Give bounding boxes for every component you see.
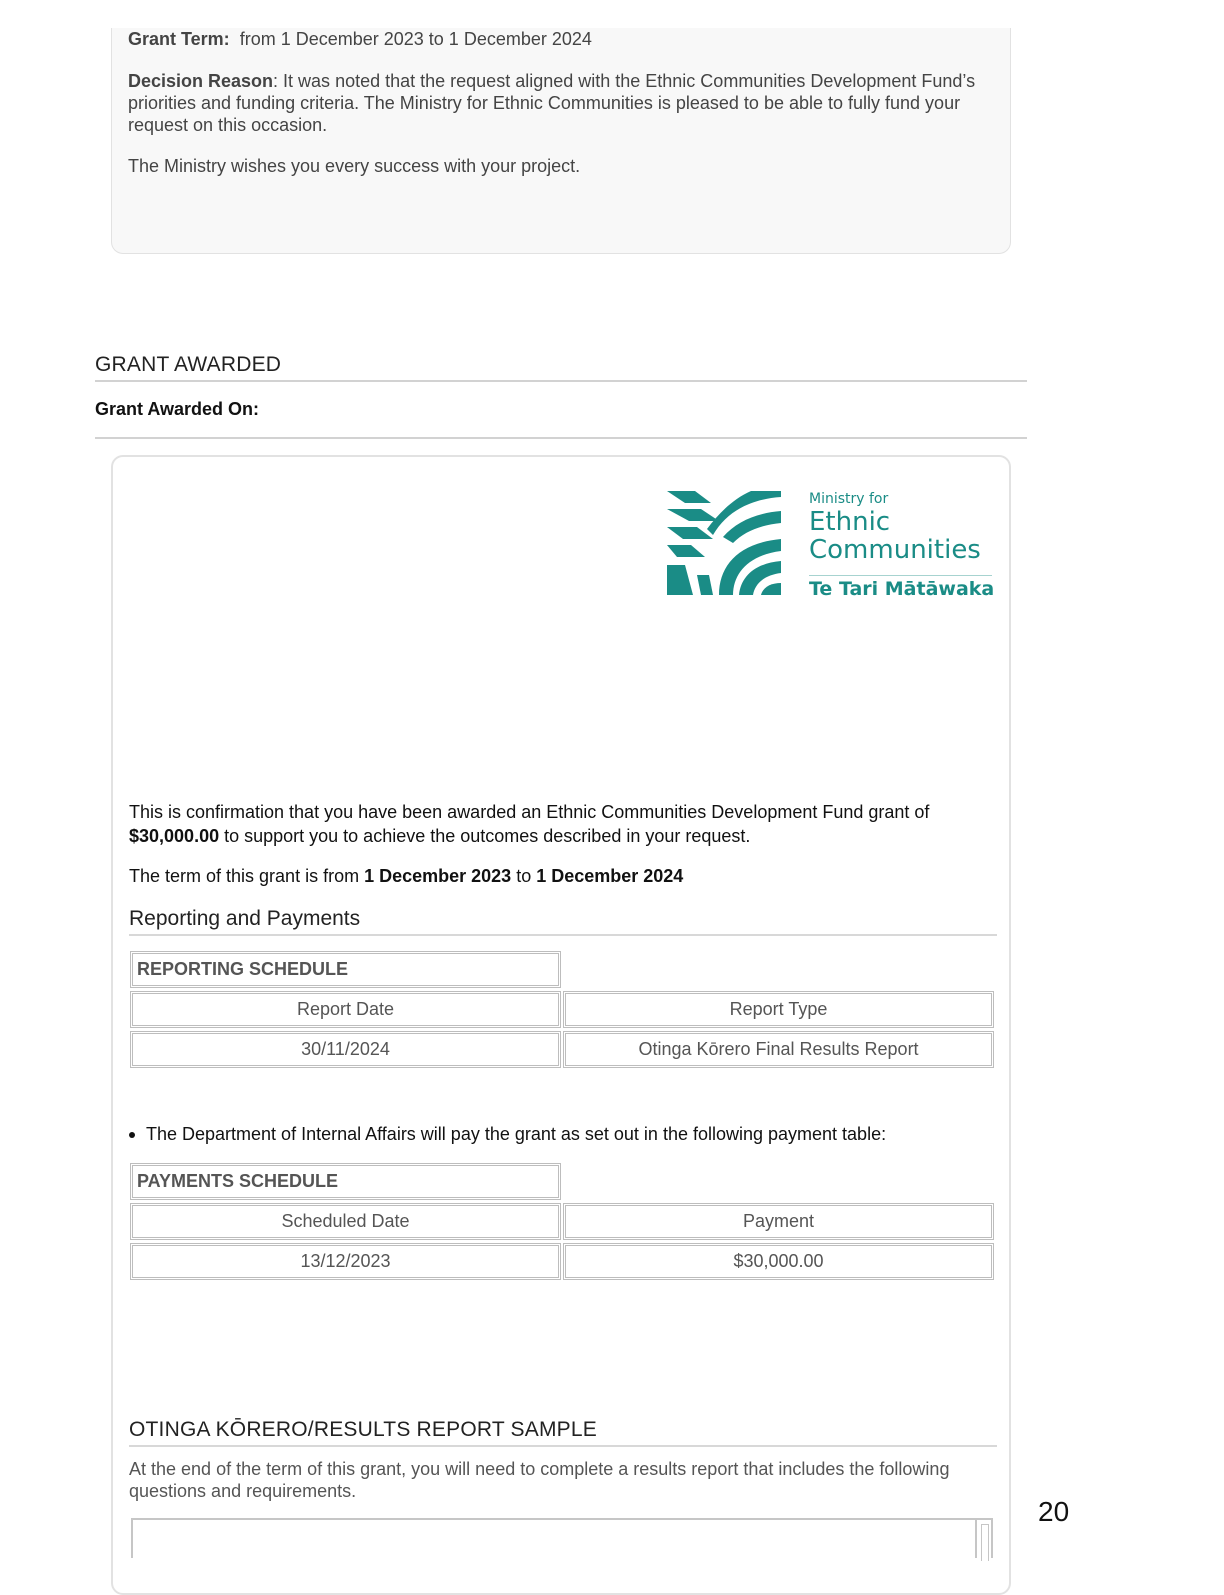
grant-term-label: Grant Term: <box>128 29 230 49</box>
term-text-a: The term of this grant is from <box>129 866 365 886</box>
ministry-logo-icon <box>667 489 785 597</box>
reporting-divider <box>129 934 997 936</box>
grant-term-statement <box>129 864 683 888</box>
section-divider <box>95 437 1027 439</box>
grant-amount: $30,000.00 <box>129 826 220 846</box>
payment-bullet-text: The Department of Internal Affairs will pay the grant as set out in the following payment table: <box>146 1124 887 1144</box>
bullet-icon <box>129 1132 135 1138</box>
page-number: 20 <box>1038 1496 1070 1527</box>
decision-reason-text: : It was noted that the request aligned with the Ethnic Communities Development Fund’s priorities and funding criteria. The Ministry for Ethnic Communities is pleased to be able to fully fund your request on this occasion. <box>128 71 976 135</box>
report-type-cell: Otinga Kōrero Final Results Report <box>563 1031 994 1068</box>
report-date-column-header: Report Date <box>130 991 561 1028</box>
confirmation-text-a: This is confirmation that you have been awarded an Ethnic Communities Development Fund grant of <box>129 802 930 822</box>
confirmation-text <box>129 800 989 848</box>
reporting-schedule-header: REPORTING SCHEDULE <box>130 951 561 988</box>
payment-bullet <box>129 1124 886 1145</box>
report-date-cell: 30/11/2024 <box>130 1031 561 1068</box>
decision-reason <box>128 70 988 136</box>
success-wishes: The Ministry wishes you every success with your project. <box>128 156 581 176</box>
logo-line-1: Ministry for <box>809 491 889 507</box>
payment-amount-cell: $30,000.00 <box>563 1243 994 1280</box>
grant-term-value: from 1 December 2023 to 1 December 2024 <box>239 29 592 49</box>
logo-line-4: Te Tari Mātāwaka <box>809 578 995 600</box>
scrollbar[interactable] <box>975 1518 993 1558</box>
decision-reason-label: Decision Reason <box>128 71 274 91</box>
grant-term <box>128 28 592 50</box>
results-report-title: OTINGA KŌRERO/RESULTS REPORT SAMPLE <box>129 1418 597 1441</box>
report-type-column-header: Report Type <box>563 991 994 1028</box>
term-end: 1 December 2024 <box>536 866 684 886</box>
confirmation-text-b: to support you to achieve the outcomes described in your request. <box>219 826 751 846</box>
term-start: 1 December 2023 <box>364 866 512 886</box>
logo-line-2: Ethnic <box>809 507 891 537</box>
section-title: GRANT AWARDED <box>95 353 282 376</box>
scheduled-date-column-header: Scheduled Date <box>130 1203 561 1240</box>
logo-divider <box>809 575 992 576</box>
results-report-frame[interactable] <box>131 1518 977 1558</box>
reporting-title: Reporting and Payments <box>129 907 361 930</box>
decision-panel <box>111 28 1011 254</box>
scheduled-date-cell: 13/12/2023 <box>130 1243 561 1280</box>
payment-column-header: Payment <box>563 1203 994 1240</box>
payments-schedule-header: PAYMENTS SCHEDULE <box>130 1163 561 1200</box>
grant-awarded-on-label: Grant Awarded On: <box>95 399 260 419</box>
section-divider <box>95 380 1027 382</box>
logo-line-3: Communities <box>809 535 981 565</box>
results-report-intro: At the end of the term of this grant, you will need to complete a results report that includes the following questions and requirements. <box>129 1459 950 1501</box>
term-text-mid: to <box>511 866 537 886</box>
results-report-divider <box>129 1445 997 1447</box>
ministry-logo <box>667 489 997 601</box>
award-letter-card <box>111 455 1011 1595</box>
